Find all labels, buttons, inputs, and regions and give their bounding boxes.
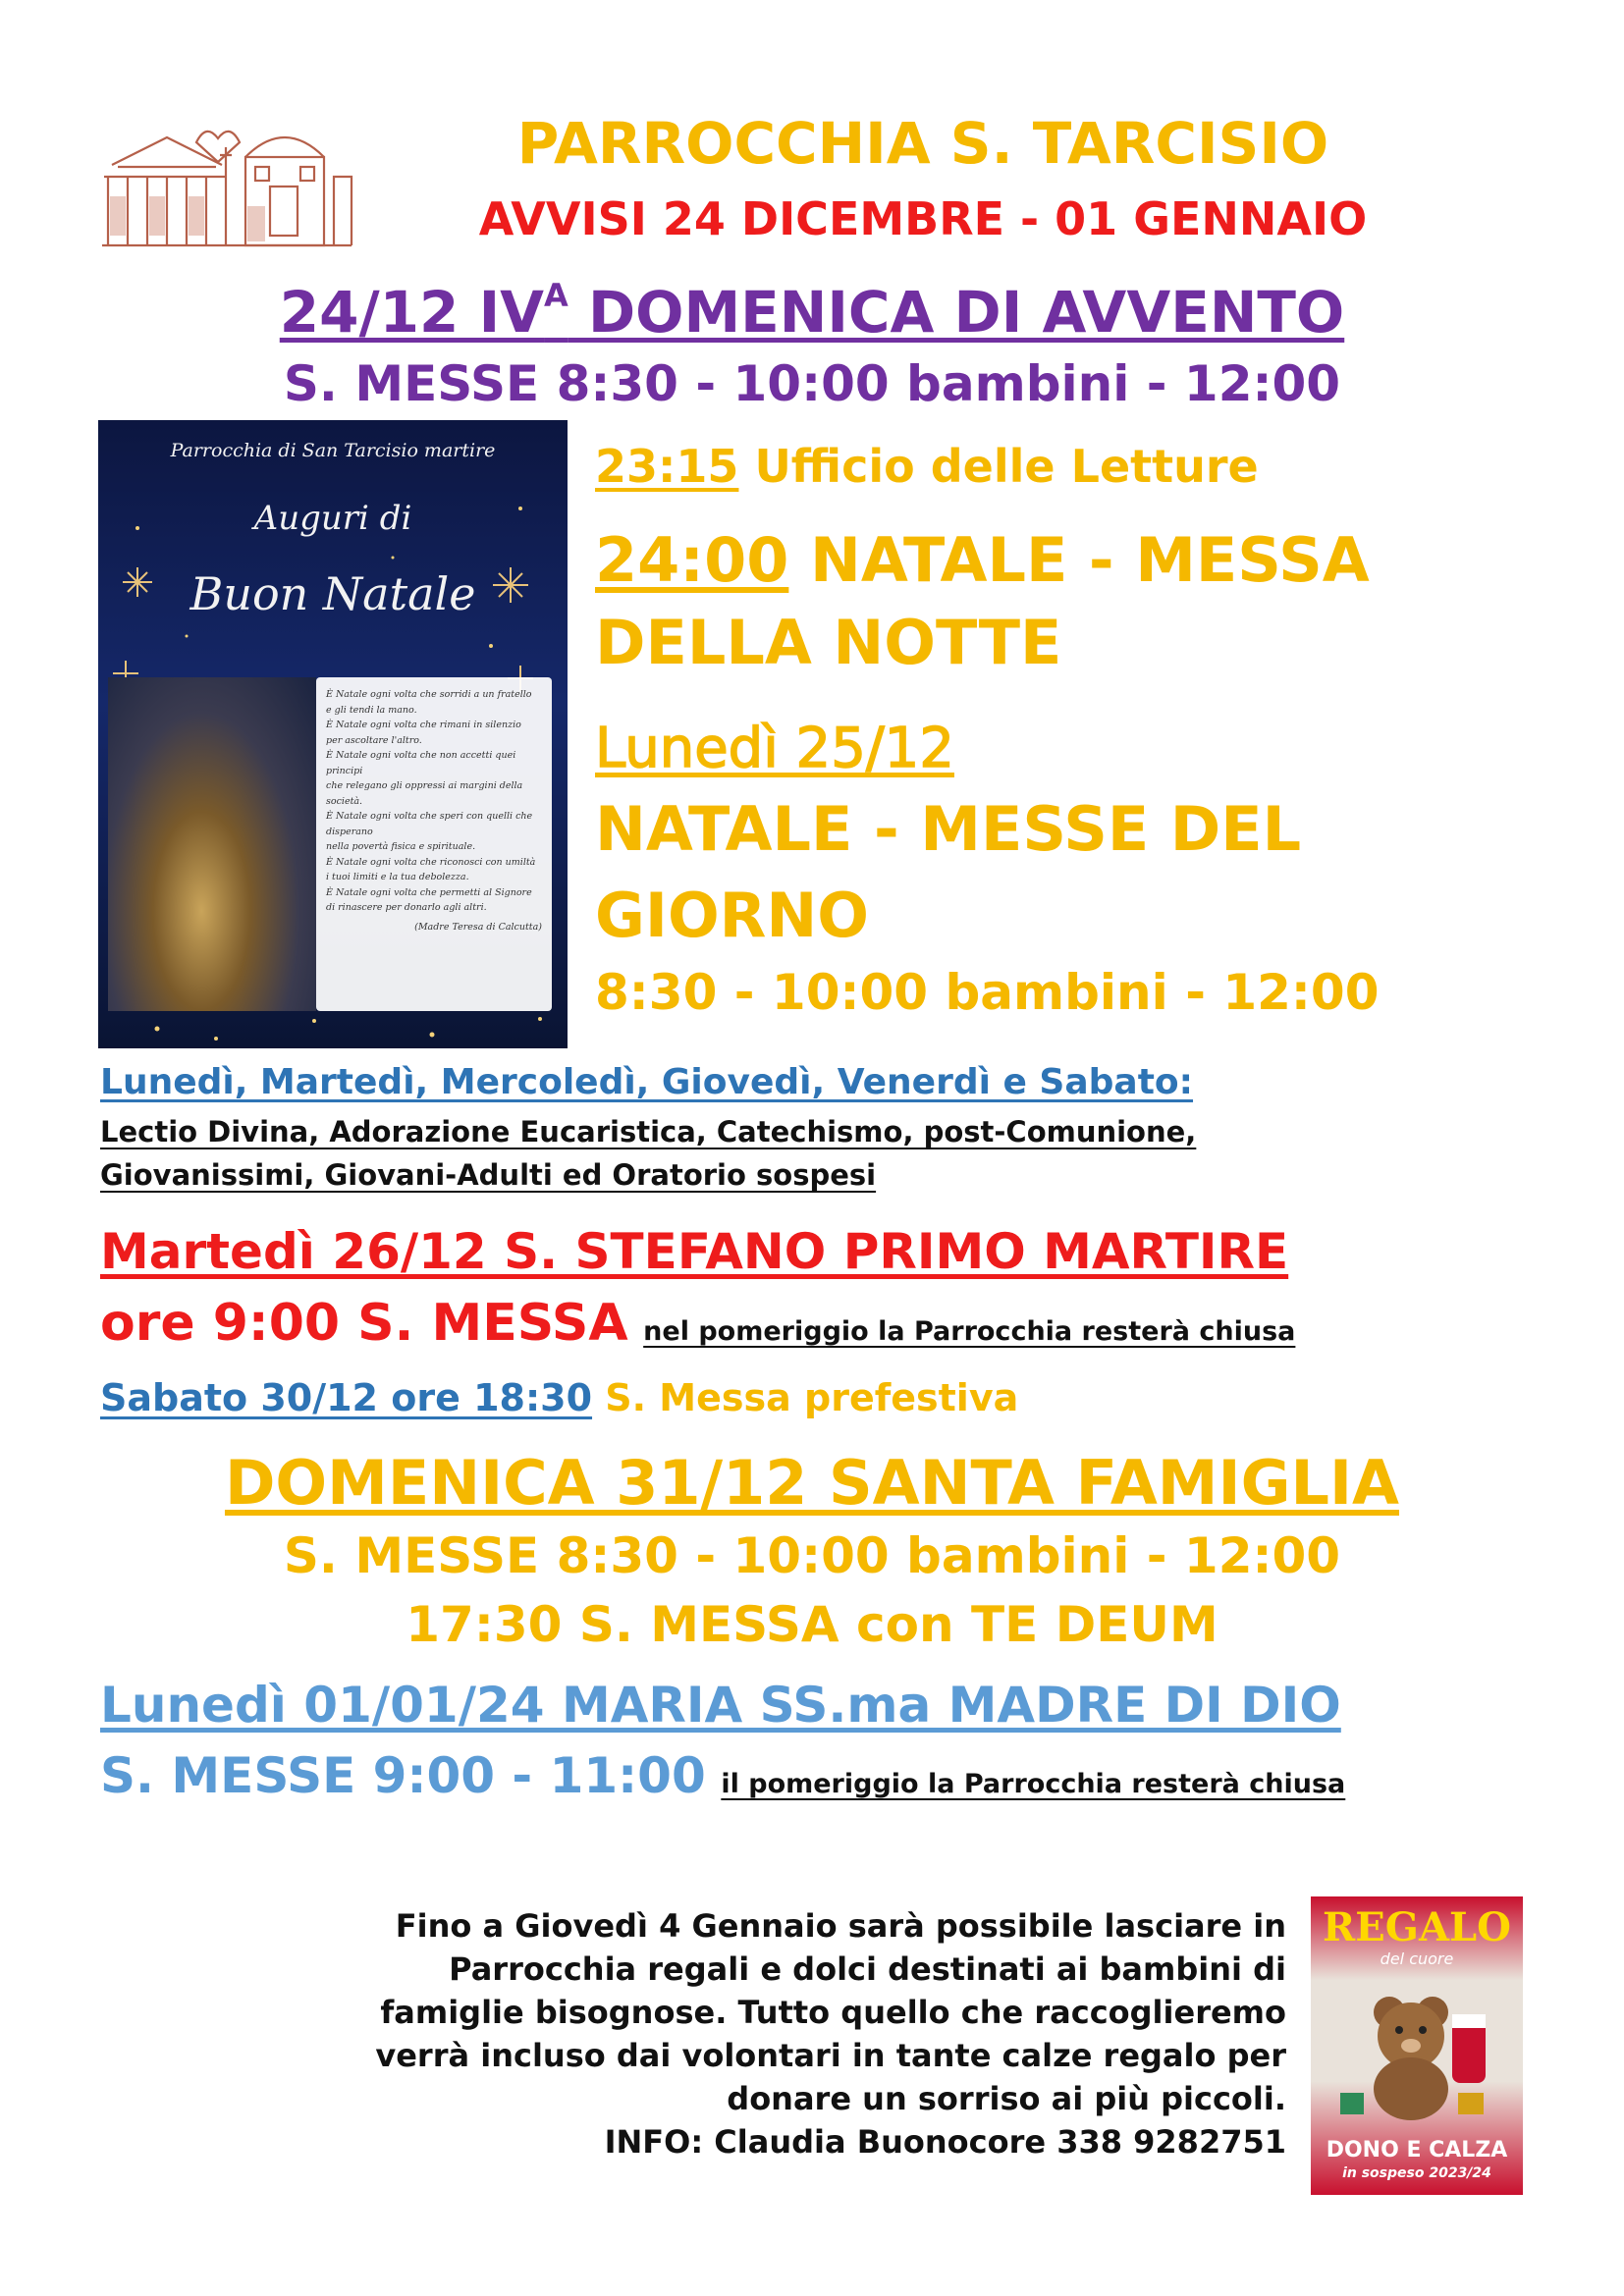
advent-sunday-title-prefix: 24/12 IV bbox=[279, 279, 545, 346]
saturday-label: S. Messa prefestiva bbox=[592, 1376, 1019, 1419]
holy-family-masses: S. MESSE 8:30 - 10:00 bambini - 12:00 bbox=[283, 1527, 1341, 1584]
readings-line bbox=[595, 440, 1259, 493]
poem-line: disperano bbox=[326, 826, 373, 837]
weekday-notice-line1: Lectio Divina, Adorazione Eucaristica, Catechismo, post-Comunione, bbox=[100, 1115, 1197, 1148]
gift-drive-info: INFO: Claudia Buonocore 338 9282751 bbox=[604, 2123, 1286, 2161]
st-stephen-title: Martedì 26/12 S. STEFANO PRIMO MARTIRE bbox=[100, 1223, 1289, 1280]
poem-line: È Natale ogni volta che riconosci con umiltà bbox=[326, 856, 536, 868]
poem-line: che relegano gli oppressi ai margini della società. bbox=[326, 780, 523, 807]
gift-drive-text bbox=[147, 1904, 1286, 2163]
poem-line: È Natale ogni volta che permetti al Signore bbox=[326, 886, 532, 898]
christmas-poem bbox=[316, 677, 552, 1011]
mary-mother-masses: S. MESSE 9:00 - 11:00 bbox=[100, 1747, 706, 1804]
gift-drive-line: donare un sorriso ai più piccoli. bbox=[727, 2080, 1286, 2117]
christmas-day-title-2: GIORNO bbox=[595, 880, 869, 951]
regalo-del-cuore-poster bbox=[1311, 1896, 1523, 2195]
poem-line: nella povertà fisica e spirituale. bbox=[326, 841, 476, 852]
mary-mother-note: il pomeriggio la Parrocchia resterà chiusa bbox=[721, 1769, 1346, 1799]
nativity-greeting-card bbox=[98, 420, 568, 1048]
regalo-bottom-title: DONO E CALZA bbox=[1326, 2138, 1508, 2163]
poem-line: È Natale ogni volta che sorridi a un fratello bbox=[326, 689, 532, 700]
saturday-date-time: Sabato 30/12 ore 18:30 bbox=[100, 1376, 593, 1419]
card-parish-line: Parrocchia di San Tarcisio martire bbox=[170, 440, 496, 461]
weekday-days: Lunedì, Martedì, Mercoledì, Giovedì, Venerdì e Sabato: bbox=[100, 1062, 1194, 1102]
gift-drive-line: Parrocchia regali e dolci destinati ai bambini di bbox=[449, 1950, 1286, 1988]
st-stephen-note: nel pomeriggio la Parrocchia resterà chiusa bbox=[643, 1316, 1296, 1347]
card-greeting-line2: Buon Natale bbox=[189, 567, 476, 620]
holy-family-te-deum: 17:30 S. MESSA con TE DEUM bbox=[406, 1596, 1218, 1653]
advent-sunday-title-superscript: A bbox=[544, 277, 568, 314]
readings-time: 23:15 bbox=[595, 440, 739, 493]
poem-line: di rinascere per donarlo agli altri. bbox=[326, 902, 487, 913]
mary-mother-masses-line bbox=[100, 1747, 1345, 1804]
gift-drive-line: verrà incluso dai volontari in tante calze regalo per bbox=[375, 2037, 1286, 2074]
nativity-painting bbox=[108, 677, 316, 1011]
card-greeting-line1: Auguri di bbox=[253, 499, 412, 538]
regalo-subtitle: del cuore bbox=[1380, 1949, 1454, 1968]
st-stephen-mass: ore 9:00 S. MESSA bbox=[100, 1294, 628, 1353]
poem-line: i tuoi limiti e la tua debolezza. bbox=[326, 872, 469, 882]
poem-line: È Natale ogni volta che speri con quelli che bbox=[326, 811, 533, 822]
advent-sunday-title bbox=[0, 277, 1624, 346]
parish-name: PARROCCHIA S. TARCISIO bbox=[516, 110, 1329, 177]
poem-author: (Madre Teresa di Calcutta) bbox=[414, 921, 542, 933]
gift-drive-line: Fino a Giovedì 4 Gennaio sarà possibile lasciare in bbox=[395, 1907, 1286, 1945]
night-mass-time: 24:00 bbox=[595, 524, 789, 596]
gift-drive-line: famiglie bisognose. Tutto quello che raccoglieremo bbox=[380, 1994, 1286, 2031]
christmas-day-masses: 8:30 - 10:00 bambini - 12:00 bbox=[595, 964, 1380, 1021]
advent-sunday-masses: S. MESSE 8:30 - 10:00 bambini - 12:00 bbox=[283, 355, 1341, 412]
christmas-day-date: Lunedì 25/12 bbox=[595, 717, 954, 780]
readings-label: Ufficio delle Letture bbox=[738, 440, 1259, 493]
saturday-line bbox=[100, 1376, 1018, 1419]
night-mass-line bbox=[595, 524, 1370, 596]
poem-line: È Natale ogni volta che rimani in silenzio bbox=[326, 720, 521, 730]
advent-sunday-title-suffix: DOMENICA DI AVVENTO bbox=[568, 279, 1345, 346]
holy-family-title: DOMENICA 31/12 SANTA FAMIGLIA bbox=[224, 1447, 1400, 1519]
christmas-day-title-1: NATALE - MESSE DEL bbox=[595, 793, 1302, 865]
notices-period: AVVISI 24 DICEMBRE - 01 GENNAIO bbox=[478, 192, 1368, 245]
mary-mother-title: Lunedì 01/01/24 MARIA SS.ma MADRE DI DIO bbox=[100, 1677, 1341, 1734]
night-mass-label-2: DELLA NOTTE bbox=[595, 607, 1062, 678]
poem-line: per ascoltare l'altro. bbox=[326, 734, 422, 746]
regalo-bottom-sub: in sospeso 2023/24 bbox=[1342, 2165, 1491, 2181]
night-mass-label-1: NATALE - MESSA bbox=[788, 524, 1370, 596]
st-stephen-mass-line bbox=[100, 1294, 1295, 1353]
poem-line: e gli tendi la mano. bbox=[326, 704, 417, 716]
weekday-notice-line2: Giovanissimi, Giovani-Adulti ed Oratorio sospesi bbox=[100, 1158, 877, 1192]
regalo-title: REGALO bbox=[1323, 1904, 1511, 1950]
poem-line: È Natale ogni volta che non accetti quei principi bbox=[326, 750, 516, 776]
